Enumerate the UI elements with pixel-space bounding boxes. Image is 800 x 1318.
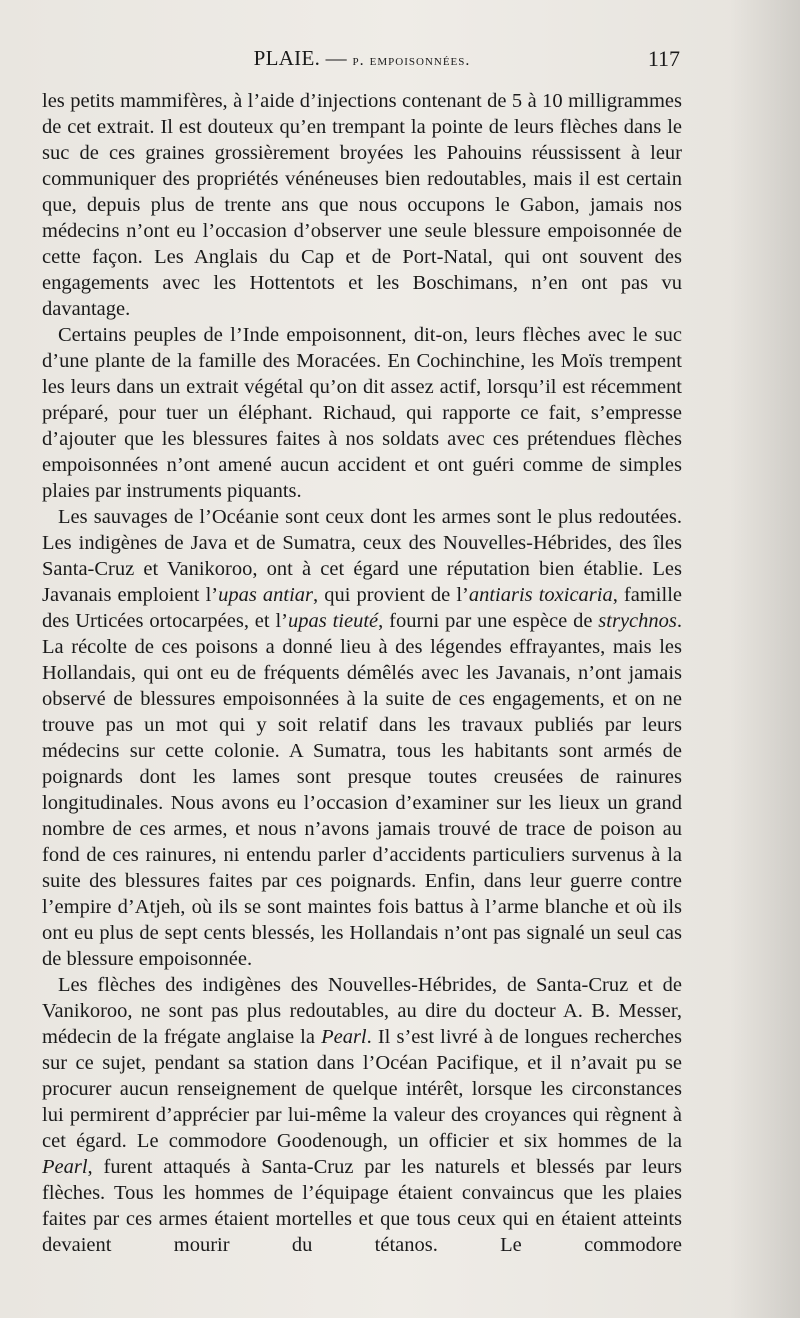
paragraph — [42, 88, 682, 322]
italic-term: Pearl — [321, 1026, 367, 1048]
text-run: . Il s’est livré à de longues recherches sur ce sujet, pendant sa station dans l’Océan Pacifique, et il n’avait pu se procurer aucun renseignement de quelque intérêt, lorsque les circonstances lui permirent d’apprécier par lui-même la valeur des croyances qui règnent à cet égard. Le commodore Goodenough, un officier et six hommes de la — [42, 1026, 683, 1152]
running-head-main: PLAIE. — — [253, 46, 353, 70]
body-text — [42, 88, 682, 1258]
text-run: , fourni par une espèce de — [378, 610, 599, 632]
italic-term: upas tieuté — [288, 610, 379, 632]
page-header — [42, 46, 682, 78]
italic-term: antiaris toxicaria — [468, 584, 613, 606]
italic-term: strychnos — [598, 610, 677, 632]
italic-term: upas antiar — [218, 584, 314, 606]
paragraph — [42, 322, 682, 504]
text-run: , furent attaqués à Santa-Cruz par les naturels et blessés par leurs flèches. Tous les hommes de l’équipage étaient convaincus que les plaies faites par ces armes étaient mortelles et que tous ceux qui en étaient atteints devaient mourir du tétanos. Le commodore — [42, 1156, 682, 1256]
italic-term: Pearl — [42, 1156, 88, 1178]
running-head-sub: p. empoisonnées. — [352, 52, 471, 69]
paragraph — [42, 504, 682, 972]
text-run: Certains peuples de l’Inde empoisonnent, dit-on, leurs flèches avec le suc d’une plante de la famille des Moracées. En Cochinchine, les Moïs trempent les leurs dans un extrait végétal qu’on dit assez actif, lorsqu’il est récemment préparé, pour tuer un éléphant. Richaud, qui rapporte ce fait, s’empresse d’ajouter que les blessures faites à nos soldats avec ces prétendues flèches empoisonnées n’ont amené aucun accident et ont guéri comme de simples plaies par instruments piquants. — [42, 324, 682, 502]
text-run: . La récolte de ces poisons a donné lieu à des légendes effrayantes, mais les Hollandais, qui ont eu de fréquents démêlés avec les Javanais, n’ont jamais observé de blessures empoisonnées à la suite de ces engagements, et on ne trouve pas un mot qui y soit relatif dans les travaux publiés par leurs médecins sur cette colonie. A Sumatra, tous les habitants sont armés de poignards dont les lames sont presque toutes creusées de rainures longitudinales. Nous avons eu l’occasion d’examiner sur les lieux un grand nombre de ces armes, et nous n’avons jamais trouvé de trace de poison au fond de ces rainures, ni entendu parler d’accidents particuliers survenus à la suite des blessures faites par ces poignards. Enfin, dans leur guerre contre l’empire d’Atjeh, où ils se sont maintes fois battus à l’arme blanche et où ils ont eu plus de sept cents blessés, les Hollandais n’ont pas signalé un seul cas de blessure empoisonnée. — [42, 610, 682, 970]
text-run: , qui provient de l’ — [313, 584, 469, 606]
text-run: Les flèches des indigènes des Nouvelles-Hébrides, de Santa-Cruz et de Vanikoroo, ne sont pas plus redoutables, au dire du docteur A. B. Messer, médecin de la frégate anglaise la — [42, 974, 682, 1048]
text-run: les petits mammifères, à l’aide d’injections contenant de 5 à 10 milligrammes de cet extrait. Il est douteux qu’en trempant la pointe de leurs flèches dans le suc de ces graines grossièrement broyées les Pahouins réussissent à leur communiquer des propriétés vénéneuses bien redoutables, mais il est certain que, depuis plus de trente ans que nous occupons le Gabon, jamais nos médecins n’ont eu l’occasion d’observer une seule blessure empoisonnée de cette façon. Les Anglais du Cap et de Port-Natal, qui ont souvent des engagements avec les Hottentots et les Boschimans, n’en ont pas vu davantage. — [42, 90, 682, 320]
running-head — [42, 46, 682, 71]
text-run: Les sauvages de l’Océanie sont ceux dont les armes sont le plus redoutées. Les indigènes de Java et de Sumatra, ceux des Nouvelles-Hébrides, des îles Santa-Cruz et Vanikoroo, ont à cet égard une réputation bien établie. Les Javanais emploient l’ — [42, 506, 682, 606]
text-run: , famille des Urticées ortocarpées, et l’ — [42, 584, 682, 632]
page-number: 117 — [647, 46, 680, 71]
paragraph — [42, 972, 682, 1258]
